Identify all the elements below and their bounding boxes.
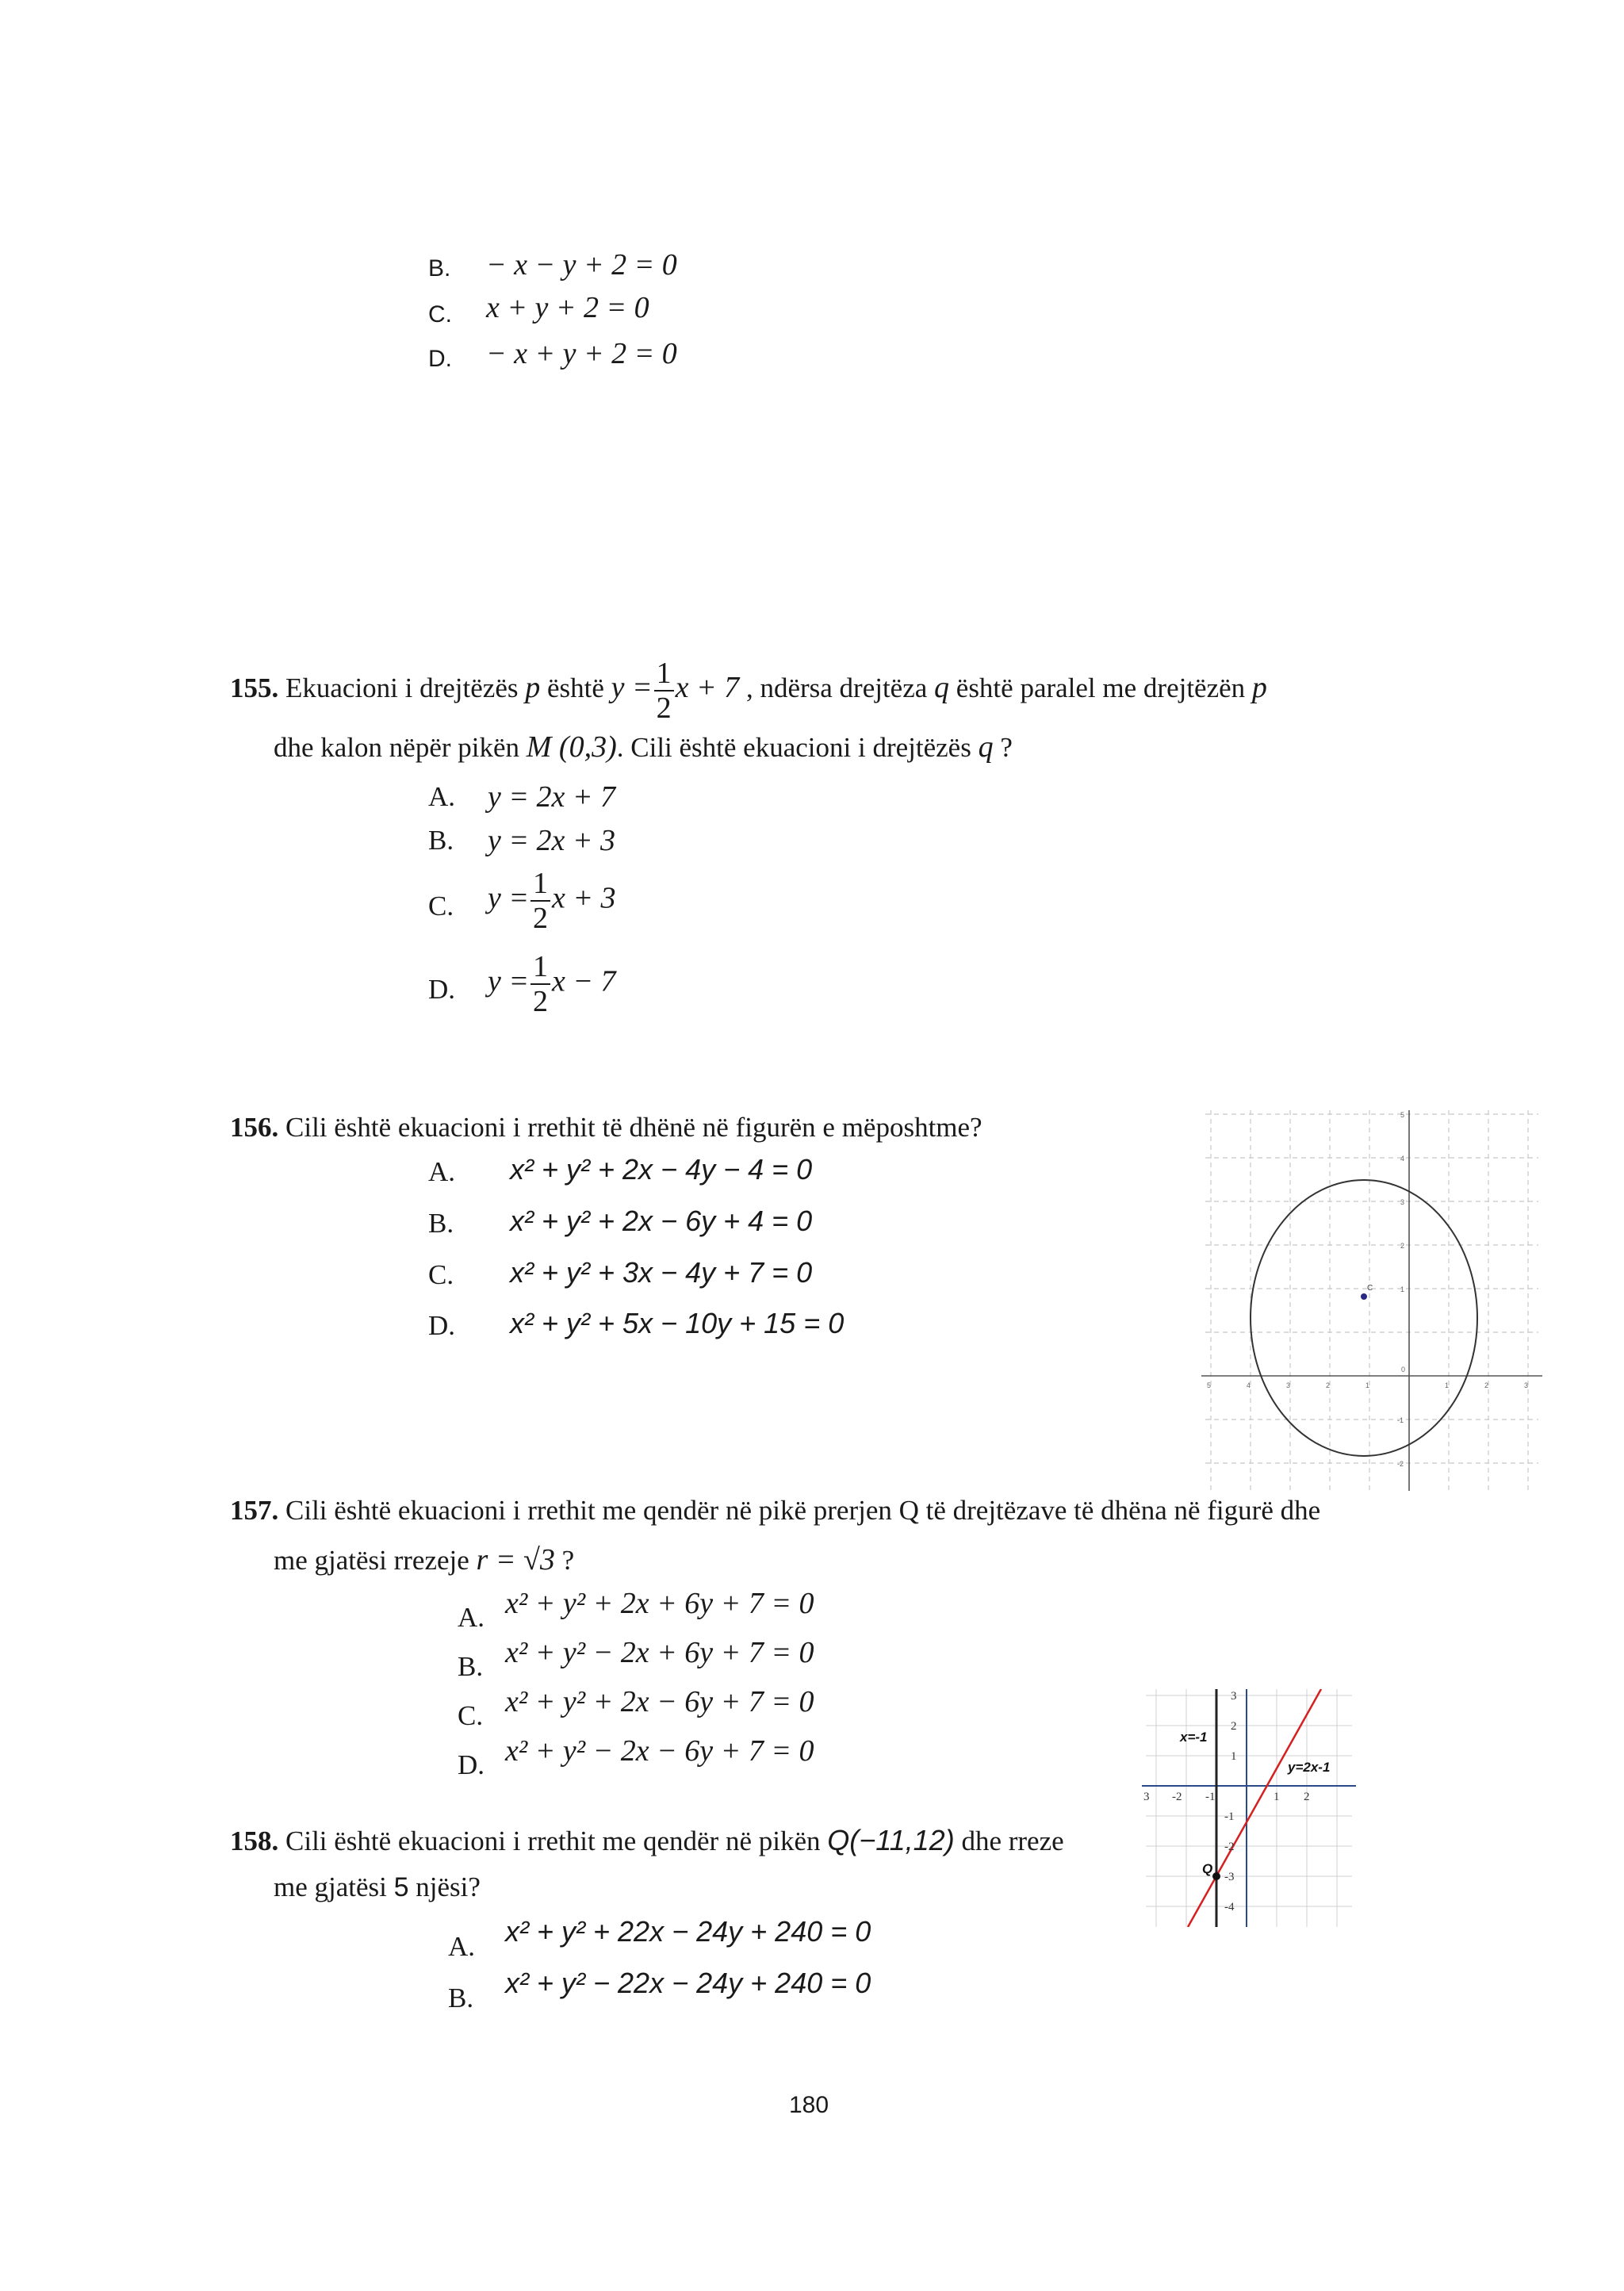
question-number: 156. xyxy=(230,1112,279,1143)
option-letter: C. xyxy=(458,1700,484,1731)
page-number: 180 xyxy=(789,2092,829,2118)
question-text: është xyxy=(546,672,604,704)
question-number: 158. xyxy=(230,1826,279,1856)
option-c xyxy=(428,1256,813,1291)
x-tick: 3 xyxy=(1143,1791,1150,1803)
equation-right: x + 3 xyxy=(552,881,616,915)
radius-equation: r = √3 xyxy=(476,1543,555,1576)
y-tick: -4 xyxy=(1224,1901,1235,1914)
var-q: q xyxy=(934,671,950,705)
option-a xyxy=(428,1153,813,1188)
option-letter: B. xyxy=(428,255,451,282)
option-letter: B. xyxy=(428,1208,454,1239)
y-tick: -1 xyxy=(1397,1416,1404,1424)
question-155-line1 xyxy=(230,658,1267,723)
option-equation: x² + y² + 22x − 24y + 240 = 0 xyxy=(505,1915,871,1948)
grid-lines xyxy=(1205,1110,1538,1491)
question-text: me gjatësi xyxy=(274,1871,387,1902)
top-option-d xyxy=(428,337,677,373)
option-equation xyxy=(488,868,616,933)
x-tick: -2 xyxy=(1172,1791,1182,1803)
option-a xyxy=(428,780,616,814)
y-tick: 3 xyxy=(1400,1198,1405,1206)
fraction-numerator: 1 xyxy=(530,868,550,902)
option-letter: B. xyxy=(448,1983,474,2013)
fraction-numerator: 1 xyxy=(654,658,674,692)
x-tick: 3 xyxy=(1524,1381,1529,1389)
tick-labels xyxy=(1143,1690,1310,1914)
question-number: 155. xyxy=(230,672,279,704)
point-q xyxy=(1212,1872,1220,1880)
line-y-2x-minus-1 xyxy=(1188,1689,1321,1927)
option-letter: D. xyxy=(428,346,452,372)
x-tick: 2 xyxy=(1326,1381,1331,1389)
option-equation: y = 2x + 7 xyxy=(488,780,616,814)
y-tick: -2 xyxy=(1224,1841,1235,1853)
option-letter: B. xyxy=(428,825,454,856)
equation-left: y = xyxy=(611,671,653,705)
option-b xyxy=(428,824,616,857)
option-d xyxy=(428,1307,845,1342)
option-letter: D. xyxy=(428,974,456,1005)
fraction xyxy=(654,658,674,723)
option-b xyxy=(458,1636,814,1683)
question-number: 157. xyxy=(230,1495,279,1526)
option-equation: y = 2x + 3 xyxy=(488,824,616,857)
option-equation: x² + y² + 5x − 10y + 15 = 0 xyxy=(510,1307,845,1339)
question-text: . Cili është ekuacioni i drejtëzës xyxy=(616,732,971,763)
y-tick: 1 xyxy=(1400,1285,1405,1293)
question-text: Cili është ekuacioni i rrethit me qendër në pikën xyxy=(285,1826,821,1856)
option-equation: x² + y² − 2x + 6y + 7 = 0 xyxy=(505,1636,814,1669)
question-text: Cili është ekuacioni i rrethit të dhënë në figurën e mëposhtme? xyxy=(285,1112,982,1143)
option-equation xyxy=(488,952,616,1017)
question-158-line1 xyxy=(230,1824,1064,1857)
option-equation: x² + y² − 2x − 6y + 7 = 0 xyxy=(505,1734,814,1768)
y-tick: 2 xyxy=(1400,1242,1405,1250)
lines-graph-figure xyxy=(1142,1689,1356,1927)
top-option-b xyxy=(428,248,677,282)
circle xyxy=(1251,1180,1477,1456)
option-equation: x² + y² + 2x + 6y + 7 = 0 xyxy=(505,1587,814,1620)
question-155-line2 xyxy=(274,730,1013,764)
question-157-line1 xyxy=(230,1495,1320,1527)
x-tick: 5 xyxy=(1207,1381,1212,1389)
question-157-line2 xyxy=(274,1542,574,1577)
question-text: njësi? xyxy=(416,1871,481,1902)
question-mark: ? xyxy=(561,1545,575,1576)
question-mark: ? xyxy=(1000,732,1013,763)
fraction-numerator: 1 xyxy=(530,952,550,985)
option-equation: x² + y² − 22x − 24y + 240 = 0 xyxy=(505,1967,871,1999)
y-tick: -3 xyxy=(1224,1871,1235,1883)
question-156-line1 xyxy=(230,1112,982,1144)
circle-graph-figure xyxy=(1197,1106,1546,1495)
option-a xyxy=(448,1915,871,1963)
equation-right: x + 7 xyxy=(675,671,740,705)
option-equation: x² + y² + 3x − 4y + 7 = 0 xyxy=(510,1256,813,1289)
x-tick: -1 xyxy=(1205,1791,1216,1803)
option-letter: C. xyxy=(428,1259,454,1290)
var-p: p xyxy=(1251,671,1267,705)
question-text: , ndërsa drejtëza xyxy=(745,672,928,704)
point-q: Q(−11,12) xyxy=(827,1824,955,1856)
center-point xyxy=(1361,1293,1367,1300)
point-label: Q xyxy=(1202,1861,1213,1876)
length-value: 5 xyxy=(393,1872,409,1902)
x-tick: 2 xyxy=(1484,1381,1489,1389)
option-letter: D. xyxy=(458,1749,485,1780)
x-tick: 2 xyxy=(1304,1791,1310,1803)
option-equation: x² + y² + 2x − 6y + 4 = 0 xyxy=(510,1205,813,1237)
var-p: p xyxy=(525,671,541,705)
center-label: C xyxy=(1367,1284,1373,1293)
y-tick: 2 xyxy=(1231,1720,1237,1733)
option-c xyxy=(458,1685,814,1732)
fraction-denominator: 2 xyxy=(533,985,549,1018)
y-tick: 4 xyxy=(1400,1155,1405,1163)
y-tick: -2 xyxy=(1397,1460,1404,1468)
fraction-denominator: 2 xyxy=(656,692,672,725)
y-tick: 5 xyxy=(1400,1111,1405,1119)
option-b xyxy=(448,1967,871,2014)
var-q: q xyxy=(978,730,994,764)
question-text: Ekuacioni i drejtëzës xyxy=(285,672,519,704)
question-text: me gjatësi rrezeje xyxy=(274,1545,469,1576)
question-text: dhe rreze xyxy=(961,1826,1064,1856)
option-letter: A. xyxy=(448,1931,476,1962)
option-equation: − x + y + 2 = 0 xyxy=(486,337,677,370)
line-label: y=2x-1 xyxy=(1288,1760,1331,1775)
option-b xyxy=(428,1205,813,1239)
x-tick: 1 xyxy=(1365,1381,1370,1389)
fraction-denominator: 2 xyxy=(533,902,549,935)
equation-left: y = xyxy=(488,964,530,998)
option-equation: x + y + 2 = 0 xyxy=(486,291,649,324)
option-a xyxy=(458,1587,814,1634)
y-tick: 1 xyxy=(1231,1750,1237,1763)
question-text: dhe kalon nëpër pikën xyxy=(274,732,520,763)
point-m: M (0,3) xyxy=(526,730,617,764)
question-158-line2 xyxy=(274,1871,481,1903)
option-letter: A. xyxy=(458,1602,485,1633)
option-equation: x² + y² + 2x − 6y + 7 = 0 xyxy=(505,1685,814,1718)
line-label: x=-1 xyxy=(1180,1730,1208,1745)
option-d xyxy=(458,1734,814,1781)
equation-left: y = xyxy=(488,881,530,915)
y-tick: -1 xyxy=(1224,1810,1235,1823)
equation-right: x − 7 xyxy=(552,964,616,998)
option-letter: D. xyxy=(428,1310,456,1341)
option-letter: A. xyxy=(428,781,456,812)
option-letter: B. xyxy=(458,1651,484,1682)
option-equation: − x − y + 2 = 0 xyxy=(486,248,677,282)
option-letter: C. xyxy=(428,891,454,921)
fraction xyxy=(530,952,550,1017)
x-tick: 0 xyxy=(1401,1366,1406,1373)
option-letter: A. xyxy=(428,1156,456,1187)
x-tick: 1 xyxy=(1274,1791,1280,1803)
y-tick: 3 xyxy=(1231,1690,1237,1703)
top-option-c xyxy=(428,291,649,328)
grid-lines xyxy=(1146,1689,1352,1927)
fraction xyxy=(530,868,550,933)
x-tick: 4 xyxy=(1247,1381,1251,1389)
question-text: Cili është ekuacioni i rrethit me qendër në pikë prerjen Q të drejtëzave të dhëna në figurë dhe xyxy=(285,1495,1321,1526)
x-tick: 1 xyxy=(1445,1381,1450,1389)
option-equation: x² + y² + 2x − 4y − 4 = 0 xyxy=(510,1153,813,1186)
option-letter: C. xyxy=(428,301,452,328)
question-text: është paralel me drejtëzën xyxy=(956,672,1246,704)
x-tick: 3 xyxy=(1286,1381,1291,1389)
